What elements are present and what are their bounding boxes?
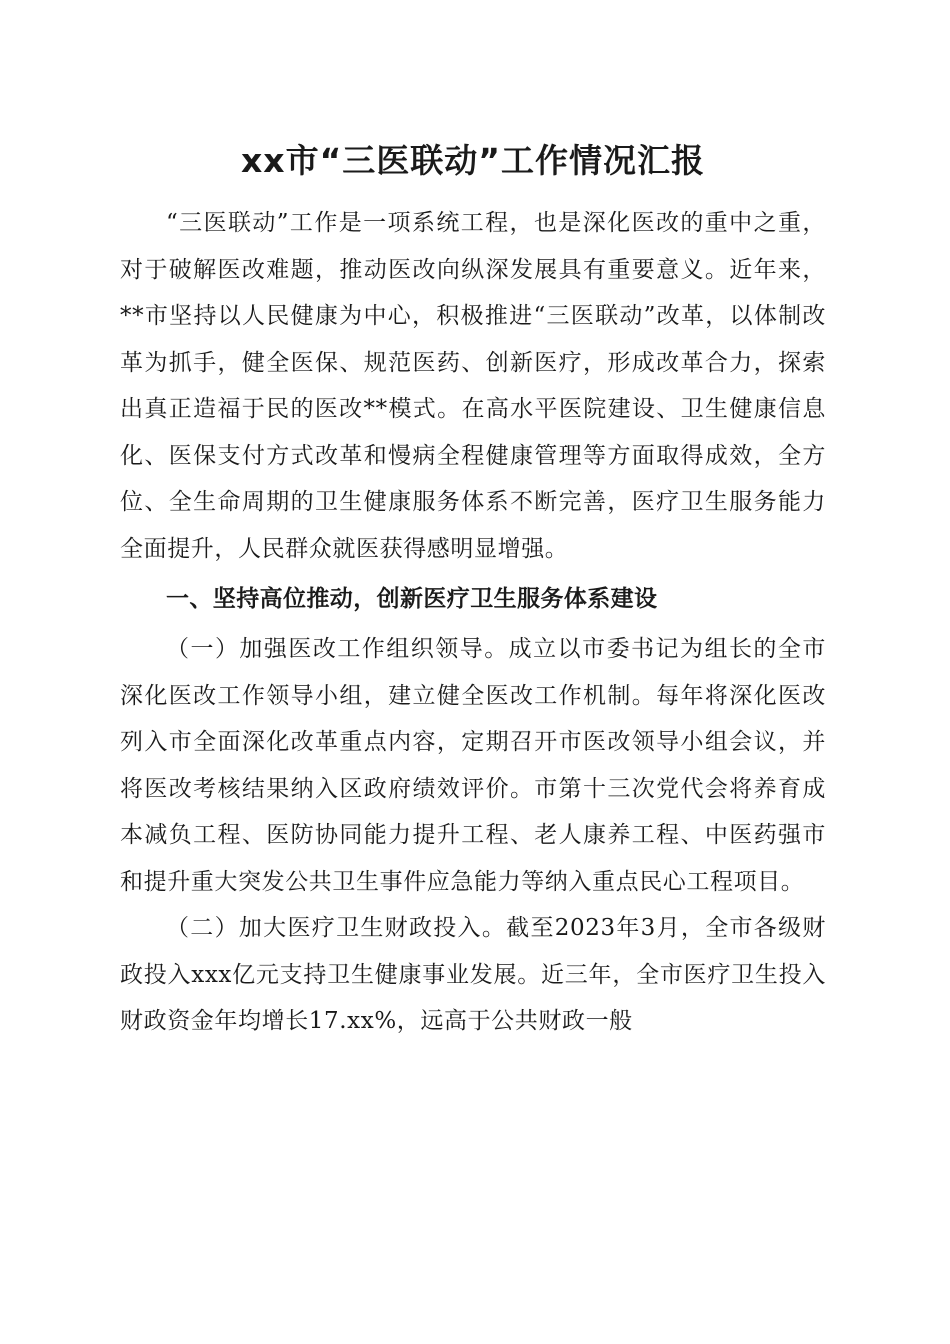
subsection-text-2: 截至2023年3月，全市各级财政投入xxx亿元支持卫生健康事业发展。近三年，全市医疗卫生投入财政资金年均增长17.xx%，远高于公共财政一般 <box>120 915 826 1034</box>
section-heading: 一、坚持高位推动，创新医疗卫生服务体系建设 <box>166 586 658 612</box>
subsection-lead-1: （一）加强医改工作组织领导。 <box>166 636 509 662</box>
subsection-paragraph-2 <box>120 905 826 1045</box>
intro-paragraph: “三医联动”工作是一项系统工程，也是深化医改的重中之重，对于破解医改难题，推动医改向纵深发展具有重要意义。近年来，**市坚持以人民健康为中心，积极推进“三医联动”改革，以体制改革为抓手，健全医保、规范医药、创新医疗，形成改革合力，探索出真正造福于民的医改**模式。在高水平医院建设、卫生健康信息化、医保支付方式改革和慢病全程健康管理等方面取得成效，全方位、全生命周期的卫生健康服务体系不断完善，医疗卫生服务能力全面提升，人民群众就医获得感明显增强。 <box>120 210 826 562</box>
subsection-paragraph-1 <box>120 626 826 905</box>
document-body <box>120 200 826 1045</box>
document-title: xx市“三医联动”工作情况汇报 <box>241 141 705 180</box>
subsection-text-1: 成立以市委书记为组长的全市深化医改工作领导小组，建立健全医改工作机制。每年将深化医改列入市全面深化改革重点内容，定期召开市医改领导小组会议，并将医改考核结果纳入区政府绩效评价。市第十三次党代会将养育成本减负工程、医防协同能力提升工程、老人康养工程、中医药强市和提升重大突发公共卫生事件应急能力等纳入重点民心工程项目。 <box>120 636 826 895</box>
subsection-lead-2: （二）加大医疗卫生财政投入。 <box>166 915 507 941</box>
